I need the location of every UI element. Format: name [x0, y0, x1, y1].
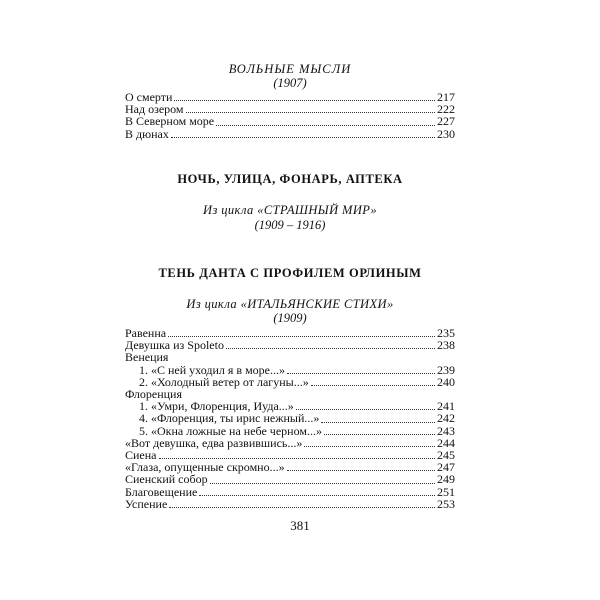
dot-leader	[186, 109, 435, 113]
toc-entry-title: В дюнах	[125, 126, 169, 141]
toc-entry	[125, 364, 455, 376]
toc-entry-title: Над озером	[125, 102, 184, 117]
toc-list-section1	[125, 91, 455, 140]
section-heading-noch-ulitsa: НОЧЬ, УЛИЦА, ФОНАРЬ, АПТЕКА	[177, 172, 403, 186]
toc-entry	[125, 473, 455, 485]
toc-entry-title: Равенна	[125, 326, 167, 340]
dot-leader	[324, 431, 435, 435]
toc-entry	[125, 115, 455, 127]
dot-leader	[159, 455, 436, 459]
dot-leader	[169, 504, 435, 508]
toc-entry-title: В Северном море	[125, 114, 215, 129]
toc-entry-title: Благовещение	[125, 484, 198, 499]
toc-entry-title: «Вот девушка, едва развившись...»	[125, 435, 303, 450]
dot-leader	[287, 370, 435, 374]
toc-entry-title: 5. «Окна ложные на небе черном...»	[139, 423, 322, 438]
toc-entry	[125, 498, 455, 510]
toc-entry-page: 227	[437, 114, 455, 129]
toc-entry	[125, 425, 455, 437]
toc-group-heading	[125, 351, 455, 363]
toc-entry-page: 240	[437, 374, 455, 389]
toc-entry-page: 238	[437, 338, 455, 353]
section-title-volnye-mysli: ВОЛЬНЫЕ МЫСЛИ	[228, 62, 352, 76]
toc-entry-title: Венеция	[125, 350, 169, 365]
toc-entry	[125, 412, 455, 424]
dot-leader	[311, 382, 435, 386]
dot-leader	[321, 419, 435, 423]
dot-leader	[304, 443, 435, 447]
toc-entry-page: 251	[437, 484, 455, 499]
toc-entry-page: 241	[437, 399, 455, 414]
toc-entry-title: 1. «Умри, Флоренция, Иуда...»	[139, 399, 294, 414]
toc-entry-title: 4. «Флоренция, ты ирис нежный...»	[139, 411, 320, 426]
toc-entry-title: О смерти	[125, 90, 173, 104]
section-year: (1907)	[273, 76, 307, 90]
toc-entry	[125, 437, 455, 449]
toc-entry-title: «Глаза, опущенные скромно...»	[125, 460, 285, 475]
toc-entry-page: 242	[437, 411, 455, 426]
page-number: 381	[290, 518, 310, 533]
toc-entry-title: Сиена	[125, 448, 157, 463]
cycle-title-italyanskie-stikhi: Из цикла «ИТАЛЬЯНСКИЕ СТИХИ»	[186, 297, 394, 311]
toc-list-section3	[125, 327, 455, 510]
toc-entry	[125, 128, 455, 140]
toc-entry-page: 222	[437, 102, 455, 117]
toc-entry-title: Девушка из Spoleto	[125, 338, 224, 353]
cycle-years: (1909 – 1916)	[254, 218, 326, 232]
toc-entry-page: 247	[437, 460, 455, 475]
dot-leader	[171, 134, 435, 138]
dot-leader	[226, 345, 435, 349]
toc-entry-page: 243	[437, 423, 455, 438]
toc-entry-title: 1. «С ней уходил я в море...»	[139, 362, 285, 377]
toc-entry-title: Успение	[125, 496, 168, 511]
toc-entry-title: Сиенский собор	[125, 472, 208, 487]
toc-entry-title: Флоренция	[125, 387, 182, 402]
toc-entry-page: 249	[437, 472, 455, 487]
dot-leader	[174, 97, 435, 101]
section-heading-ten-danta: ТЕНЬ ДАНТА С ПРОФИЛЕМ ОРЛИНЫМ	[158, 266, 422, 280]
cycle-title-strashny-mir: Из цикла «СТРАШНЫЙ МИР»	[203, 203, 377, 217]
cycle-year: (1909)	[273, 311, 307, 325]
toc-entry-page: 235	[437, 326, 455, 340]
dot-leader	[168, 333, 435, 337]
toc-entry-title: 2. «Холодный ветер от лагуны...»	[139, 374, 309, 389]
toc-entry-page: 217	[437, 90, 455, 104]
toc-entry-page: 230	[437, 126, 455, 141]
toc-entry	[125, 486, 455, 498]
dot-leader	[216, 122, 435, 126]
toc-entry-page: 253	[437, 496, 455, 511]
dot-leader	[296, 406, 435, 410]
dot-leader	[287, 467, 435, 471]
dot-leader	[210, 480, 435, 484]
toc-entry-page: 244	[437, 435, 455, 450]
toc-entry-page: 245	[437, 448, 455, 463]
toc-entry-page: 239	[437, 362, 455, 377]
dot-leader	[199, 492, 435, 496]
toc-entry	[125, 339, 455, 351]
